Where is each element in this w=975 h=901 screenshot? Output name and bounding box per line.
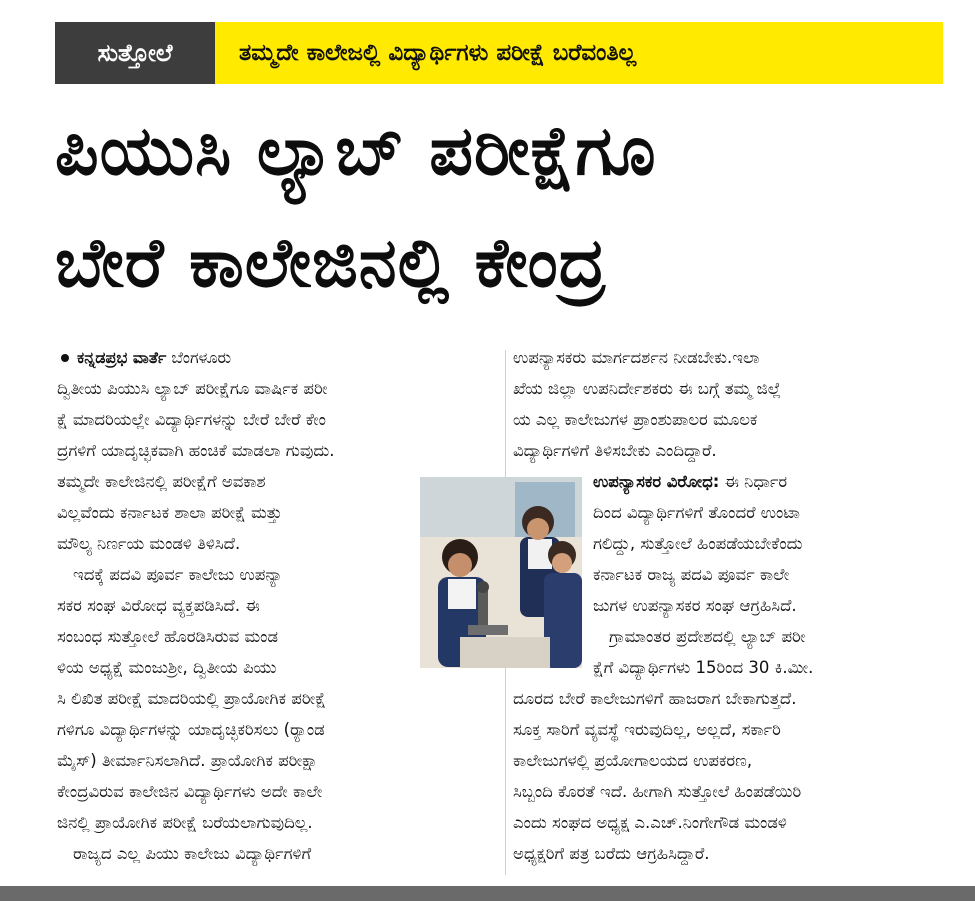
body-line: ಮೈಸ್) ತೀರ್ಮಾನಿಸಲಾಗಿದೆ. ಪ್ರಾಯೋಗಿಕ ಪರೀಕ್ಷಾ bbox=[57, 751, 318, 770]
body-line: ಮೌಲ್ಯ ನಿರ್ಣಯ ಮಂಡಳಿ ತಿಳಿಸಿದೆ. bbox=[57, 534, 241, 553]
body-line: ಸಂಬಂಧ ಸುತ್ತೋಲೆ ಹೊರಡಿಸಿರುವ ಮಂಡ bbox=[57, 627, 278, 646]
body-line: ಕ್ಷೆಗೆ ವಿದ್ಯಾರ್ಥಿಗಳು 15ರಿಂದ 30 ಕಿ.ಮೀ. bbox=[593, 658, 814, 677]
body-line: ಳಿಯ ಅಧ್ಯಕ್ಷೆ ಮಂಜುಶ್ರೀ, ದ್ವಿತೀಯ ಪಿಯು bbox=[57, 658, 277, 677]
byline bbox=[57, 342, 497, 373]
byline-source: ಕನ್ನಡಪ್ರಭ ವಾರ್ತೆ bbox=[77, 348, 167, 367]
body-line: ಗ್ರಾಮಾಂತರ ಪ್ರದೇಶದಲ್ಲಿ ಲ್ಯಾಬ್ ಪರೀ bbox=[609, 627, 806, 646]
banner-kicker: ತಮ್ಮದೇ ಕಾಲೇಜಲ್ಲಿ ವಿದ್ಯಾರ್ಥಿಗಳು ಪರೀಕ್ಷೆ ಬರೆವಂತಿಲ್ಲ bbox=[215, 22, 943, 84]
byline-place: ಬೆಂಗಳೂರು bbox=[171, 348, 232, 367]
body-line: ಗಳಿಗೂ ವಿದ್ಯಾರ್ಥಿಗಳನ್ನು ಯಾದೃಚ್ಛಿಕರಿಸಲು (ರ್‍ಯಾಂಡ bbox=[57, 720, 325, 739]
body-line: ಕ್ಷೆ ಮಾದರಿಯಲ್ಲೇ ವಿದ್ಯಾರ್ಥಿಗಳನ್ನು ಬೇರೆ ಬೇರೆ ಕೇಂ bbox=[57, 410, 326, 429]
body-line: ಸಿ ಲಿಖಿತ ಪರೀಕ್ಷೆ ಮಾದರಿಯಲ್ಲಿ ಪ್ರಾಯೋಗಿಕ ಪರೀಕ್ಷೆ bbox=[57, 689, 326, 708]
body-line: ದ್ರಗಳಿಗೆ ಯಾದೃಚ್ಛಿಕವಾಗಿ ಹಂಚಿಕೆ ಮಾಡಲಾ ಗುವುದು. bbox=[57, 441, 335, 460]
body-line: ಖೆಯ ಜಿಲ್ಲಾ ಉಪನಿರ್ದೇಶಕರು ಈ ಬಗ್ಗೆ ತಮ್ಮ ಜಿಲ್ಲೆ bbox=[513, 379, 782, 398]
body-line: ಜುಗಳ ಉಪನ್ಯಾಸಕರ ಸಂಘ ಆಗ್ರಹಿಸಿದೆ. bbox=[593, 596, 797, 615]
body-line: ಉಪನ್ಯಾಸಕರು ಮಾರ್ಗದರ್ಶನ ನೀಡಬೇಕು.ಇಲಾ bbox=[513, 348, 760, 367]
body-line: ಗಲಿದ್ದು, ಸುತ್ತೋಲೆ ಹಿಂಪಡೆಯಬೇಕೆಂದು bbox=[593, 534, 803, 553]
body-line: ದಿಂದ ವಿದ್ಯಾರ್ಥಿಗಳಿಗೆ ತೊಂದರೆ ಉಂಟಾ bbox=[593, 503, 800, 522]
banner-label: ಸುತ್ತೋಲೆ bbox=[55, 22, 215, 84]
bullet-icon bbox=[61, 354, 69, 362]
body-line: ಸಕರ ಸಂಘ ವಿರೋಧ ವ್ಯಕ್ತಪಡಿಸಿದೆ. ಈ bbox=[57, 596, 260, 615]
body-line: ವಿಲ್ಲವೆಂದು ಕರ್ನಾಟಕ ಶಾಲಾ ಪರೀಕ್ಷೆ ಮತ್ತು bbox=[57, 503, 283, 522]
body-line: ಕರ್ನಾಟಕ ರಾಜ್ಯ ಪದವಿ ಪೂರ್ವ ಕಾಲೇ bbox=[593, 565, 790, 584]
body-line: ತಮ್ಮದೇ ಕಾಲೇಜಿನಲ್ಲಿ ಪರೀಕ್ಷೆಗೆ ಅವಕಾಶ bbox=[57, 472, 266, 491]
subhead-line bbox=[593, 466, 953, 497]
subhead: ಉಪನ್ಯಾಸಕರ ವಿರೋಧ: bbox=[593, 472, 720, 491]
section-banner bbox=[55, 22, 943, 84]
body-text: ಈ ನಿರ್ಧಾರ bbox=[724, 472, 788, 491]
body-line: ಯ ಎಲ್ಲ ಕಾಲೇಜುಗಳ ಪ್ರಾಂಶುಪಾಲರ ಮೂಲಕ bbox=[513, 410, 758, 429]
body-line: ಕಾಲೇಜುಗಳಲ್ಲಿ ಪ್ರಯೋಗಾಲಯದ ಉಪಕರಣ, bbox=[513, 751, 753, 770]
body-line: ಜಿನಲ್ಲಿ ಪ್ರಾಯೋಗಿಕ ಪರೀಕ್ಷೆ ಬರೆಯಲಾಗುವುದಿಲ್ಲ. bbox=[57, 813, 313, 832]
body-line: ಎಂದು ಸಂಘದ ಅಧ್ಯಕ್ಷ ಎ.ಎಚ್.ನಿಂಗೇಗೌಡ ಮಂಡಳಿ bbox=[513, 813, 787, 832]
body-line: ಇದಕ್ಕೆ ಪದವಿ ಪೂರ್ವ ಕಾಲೇಜು ಉಪನ್ಯಾ bbox=[73, 565, 283, 584]
body-line: ರಾಜ್ಯದ ಎಲ್ಲ ಪಿಯು ಕಾಲೇಜು ವಿದ್ಯಾರ್ಥಿಗಳಿಗೆ bbox=[73, 844, 312, 863]
body-line: ಸೂಕ್ತ ಸಾರಿಗೆ ವ್ಯವಸ್ಥೆ ಇರುವುದಿಲ್ಲ, ಅಲ್ಲದೆ, ಸರ್ಕಾರಿ bbox=[513, 720, 781, 739]
body-line: ಅಧ್ಯಕ್ಷರಿಗೆ ಪತ್ರ ಬರೆದು ಆಗ್ರಹಿಸಿದ್ದಾರೆ. bbox=[513, 844, 710, 863]
body-line: ವಿದ್ಯಾರ್ಥಿಗಳಿಗೆ ತಿಳಿಸಬೇಕು ಎಂದಿದ್ದಾರೆ. bbox=[513, 441, 717, 460]
body-line: ದ್ವಿತೀಯ ಪಿಯುಸಿ ಲ್ಯಾಬ್ ಪರೀಕ್ಷೆಗೂ ವಾರ್ಷಿಕ ಪರೀ bbox=[57, 379, 328, 398]
headline-line-2: ಬೇರೆ ಕಾಲೇಜಿನಲ್ಲಿ ಕೇಂದ್ರ bbox=[55, 224, 607, 303]
body-line: ಸಿಬ್ಬಂದಿ ಕೊರತೆ ಇದೆ. ಹೀಗಾಗಿ ಸುತ್ತೋಲೆ ಹಿಂಪಡೆಯಿರಿ bbox=[513, 782, 802, 801]
bottom-rule bbox=[0, 886, 975, 901]
headline-line-1: ಪಿಯುಸಿ ಲ್ಯಾಬ್ ಪರೀಕ್ಷೆಗೂ bbox=[55, 112, 657, 191]
body-line: ಕೇಂದ್ರವಿರುವ ಕಾಲೇಜಿನ ವಿದ್ಯಾರ್ಥಿಗಳು ಅದೇ ಕಾಲೇ bbox=[57, 782, 323, 801]
body-line: ದೂರದ ಬೇರೆ ಕಾಲೇಜುಗಳಿಗೆ ಹಾಜರಾಗ ಬೇಕಾಗುತ್ತದೆ. bbox=[513, 689, 797, 708]
right-column bbox=[513, 342, 953, 869]
